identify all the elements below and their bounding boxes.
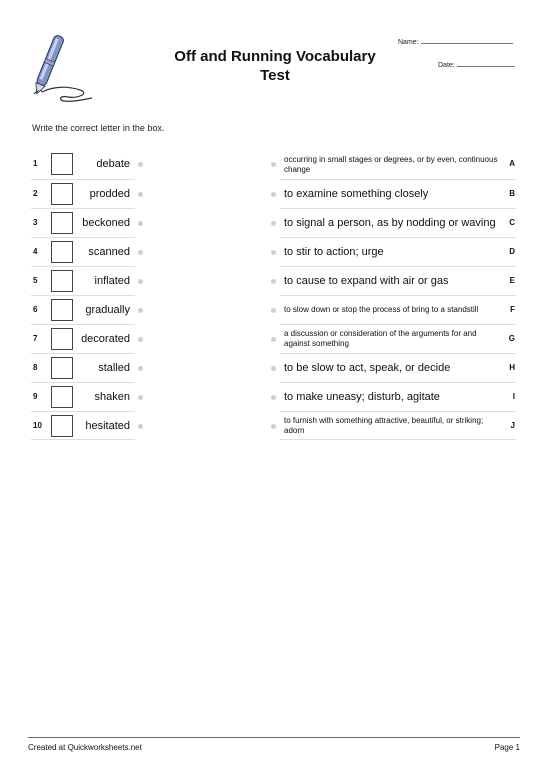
item-number: 9 [33,392,38,401]
definition-text: to furnish with something attractive, beautiful, or striking; adorn [284,415,484,435]
title-line-2: Test [260,67,290,84]
match-dot-icon [138,337,143,342]
match-dot-icon [138,366,143,371]
definition-letter: H [509,363,515,372]
match-dot-icon [271,337,276,342]
definition-row [280,295,516,324]
vocab-word: debate [96,158,130,170]
definition-text: a discussion or consideration of the arguments for and against something [284,329,477,348]
word-row [31,179,135,208]
definition-letter: G [508,334,515,343]
definition-text: to make uneasy; disturb, agitate [284,390,440,403]
word-row [31,150,135,179]
match-dot-icon [271,279,276,284]
definition-letter: D [509,247,515,256]
match-dot-icon [271,308,276,313]
match-dot-icon [138,162,143,167]
answer-box[interactable] [51,212,73,234]
definition-row [280,150,516,179]
definition-text: to cause to expand with air or gas [284,274,449,287]
vocab-word: hesitated [85,420,130,432]
vocab-word: scanned [88,246,130,258]
answer-box[interactable] [51,415,73,437]
name-line[interactable] [421,43,513,44]
match-dot-icon [271,162,276,167]
vocab-word: inflated [94,275,130,287]
word-row [31,295,135,324]
match-dot-icon [138,250,143,255]
item-number: 7 [33,334,38,343]
pen-logo-icon [28,30,98,105]
match-dot-icon [138,424,143,429]
answer-box[interactable] [51,241,73,263]
vocab-word: prodded [89,188,130,200]
answer-box[interactable] [51,299,73,321]
vocab-word: decorated [81,333,130,345]
vocab-word: stalled [98,362,130,374]
vocab-word: shaken [94,391,130,403]
title-line-1: Off and Running Vocabulary [174,48,376,65]
date-line[interactable] [457,66,515,67]
page-title [150,47,400,85]
definition-text: to be slow to act, speak, or decide [284,361,451,374]
match-dot-icon [138,221,143,226]
match-dot-icon [138,192,143,197]
definition-letter: C [509,218,515,227]
definition-text: to stir to action; urge [284,245,384,258]
answer-box[interactable] [51,357,73,379]
footer-page-number: Page 1 [494,743,520,752]
definition-row [280,208,516,237]
definition-row [280,237,516,266]
vocab-word: gradually [85,304,130,316]
definition-text: to examine something closely [284,187,429,200]
item-number: 4 [33,247,38,256]
match-dot-icon [271,192,276,197]
match-dot-icon [138,395,143,400]
item-number: 2 [33,189,38,198]
item-number: 10 [33,421,42,430]
word-list [31,150,135,440]
answer-box[interactable] [51,328,73,350]
word-row [31,353,135,382]
item-number: 5 [33,276,38,285]
match-dot-icon [138,279,143,284]
definition-letter: J [510,421,515,430]
definition-letter: I [512,392,515,401]
definition-letter: F [510,305,515,314]
definition-row [280,179,516,208]
footer-divider [28,737,520,738]
instructions-text: Write the correct letter in the box. [32,123,165,133]
item-number: 1 [33,159,38,168]
match-dot-icon [271,395,276,400]
match-dot-icon [271,221,276,226]
item-number: 6 [33,305,38,314]
name-field[interactable] [398,39,513,46]
match-dot-icon [138,308,143,313]
definition-row [280,266,516,295]
item-number: 8 [33,363,38,372]
word-row [31,382,135,411]
definition-text: to slow down or stop the process of bring to a standstill [284,305,479,314]
word-row [31,411,135,440]
vocab-word: beckoned [82,217,130,229]
word-row [31,266,135,295]
item-number: 3 [33,218,38,227]
definition-letter: B [509,189,515,198]
answer-box[interactable] [51,270,73,292]
date-label: Date: [438,62,455,69]
definition-letter: E [509,276,515,285]
match-dot-icon [271,366,276,371]
definition-text: occurring in small stages or degrees, or by even, continuous change [284,154,498,174]
name-label: Name: [398,39,419,46]
answer-box[interactable] [51,153,73,175]
footer-credit: Created at Quickworksheets.net [28,743,142,752]
definition-text: to signal a person, as by nodding or waving [284,216,496,229]
definition-row [280,353,516,382]
definition-list [280,150,516,440]
word-row [31,324,135,353]
definition-row [280,324,516,353]
answer-box[interactable] [51,386,73,408]
match-dot-icon [271,424,276,429]
answer-box[interactable] [51,183,73,205]
date-field[interactable] [438,62,515,69]
definition-letter: A [509,159,515,168]
definition-row [280,382,516,411]
word-row [31,237,135,266]
match-dot-icon [271,250,276,255]
word-row [31,208,135,237]
definition-row [280,411,516,440]
